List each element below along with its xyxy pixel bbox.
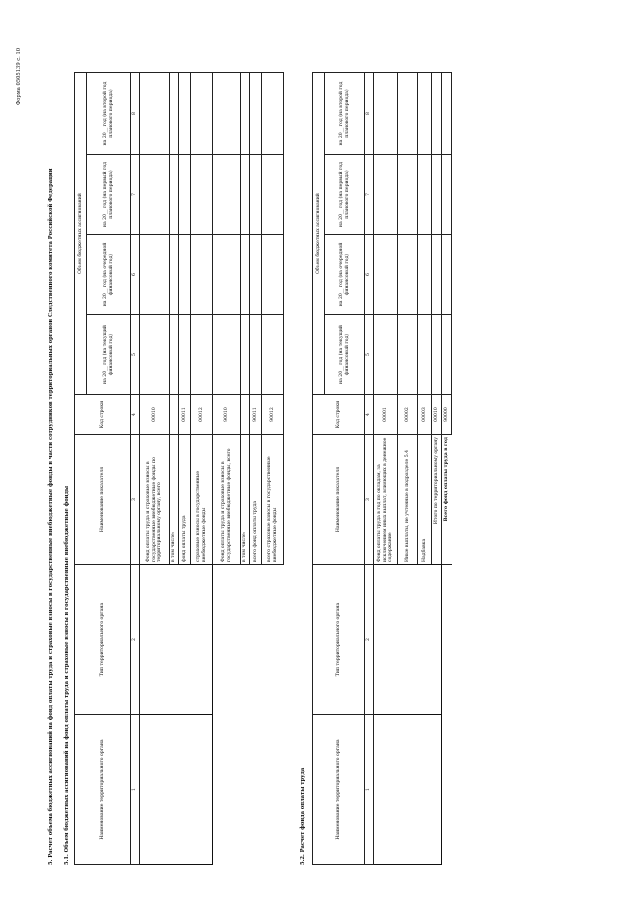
table-cell: [398, 235, 418, 315]
payroll-table: [312, 72, 452, 865]
budget-table: [74, 72, 284, 865]
header-year-current: на 20__ год (на текущий финансовый год): [87, 315, 131, 395]
table-cell: [140, 73, 170, 155]
col-number: 3: [365, 435, 374, 565]
indicator-label: всего фонд оплаты труда: [250, 435, 262, 565]
table-cell-input: [374, 715, 442, 865]
header-budget-allocations: Объем бюджетных ассигнований: [75, 73, 87, 395]
table-cell: [170, 73, 179, 155]
form-label: Форма 0505139 с. 10: [16, 47, 22, 105]
table-cell: [250, 155, 262, 235]
indicator-label: Надбавка: [418, 435, 432, 565]
col-number: 2: [365, 565, 374, 715]
section-5-1-title: 5.1. Объем бюджетных ассигнований на фонд оплаты труда и страховые взносы в государственные внебюджетные фонды: [64, 485, 70, 865]
row-code: 90010: [213, 395, 241, 435]
table-cell: [418, 315, 432, 395]
header-year-current: на 20__ год (на текущий финансовый год): [325, 315, 365, 395]
col-number: 4: [365, 395, 374, 435]
row-code: 00001: [374, 395, 398, 435]
col-number: 3: [131, 435, 140, 565]
table-cell-empty: [442, 565, 452, 865]
row-code: 00002: [398, 395, 418, 435]
table-cell: [170, 235, 179, 315]
table-cell: [140, 315, 170, 395]
table-cell: [262, 73, 284, 155]
indicator-label: Итого по территориальному органу: [432, 435, 442, 565]
row-code: [170, 395, 179, 435]
header-row-code: Код строки: [75, 395, 131, 435]
row-code: 00012: [191, 395, 213, 435]
indicator-label: Всего фонд оплаты труда в год: [442, 435, 452, 565]
table-cell: [418, 155, 432, 235]
table-cell: [179, 155, 191, 235]
indicator-label: в том числе:: [241, 435, 250, 565]
col-number: 4: [131, 395, 140, 435]
table-cell: [191, 315, 213, 395]
indicator-label: Фонд оплаты труда и страховые взносы в государственные внебюджетные фонды, всего: [213, 435, 241, 565]
table-cell: [179, 235, 191, 315]
table-cell: [250, 235, 262, 315]
indicator-label: фонд оплаты труда: [179, 435, 191, 565]
col-number: 5: [365, 315, 374, 395]
header-year-next: на 20__ год (на очередной финансовый год): [87, 235, 131, 315]
table-cell: [432, 155, 442, 235]
table-cell: [191, 235, 213, 315]
header-year-first-plan: на 20__ год (на первый год планового периода): [87, 155, 131, 235]
table-cell: [262, 155, 284, 235]
table-cell: [374, 73, 398, 155]
table-cell: [213, 235, 241, 315]
header-territorial-body-name: Наименование территориального органа: [313, 715, 365, 865]
table-cell: [241, 73, 250, 155]
indicator-label: в том числе:: [170, 435, 179, 565]
header-budget-allocations: Объем бюджетных ассигнований: [313, 73, 325, 395]
section-5-title: 5. Расчет объема бюджетных ассигнований на фонд оплаты труда и страховые взносы в государственные внебюджетные фонды в части сотрудников территориальных органов Следственного комитета Российской Федерации: [48, 168, 54, 865]
row-code: 00011: [179, 395, 191, 435]
table-cell: [418, 235, 432, 315]
table-cell: [140, 155, 170, 235]
table-cell: [432, 235, 442, 315]
table-cell: [170, 155, 179, 235]
table-cell: [140, 235, 170, 315]
table-cell: [179, 73, 191, 155]
table-cell: [442, 73, 452, 155]
header-year-second-plan: на 20__ год (на второй год планового периода): [325, 73, 365, 155]
col-number: 7: [131, 155, 140, 235]
header-year-next: на 20__ год (на очередной финансовый год): [325, 235, 365, 315]
table-cell: [241, 155, 250, 235]
table-cell: [262, 235, 284, 315]
table-cell: [432, 315, 442, 395]
table-cell: [250, 315, 262, 395]
header-territorial-body-name: Наименование территориального органа: [75, 715, 131, 865]
col-number: 5: [131, 315, 140, 395]
table-cell: [241, 235, 250, 315]
table-cell: [213, 155, 241, 235]
table-cell: [170, 315, 179, 395]
row-code: 90012: [262, 395, 284, 435]
header-indicator-name: Наименование показателя: [75, 435, 131, 565]
row-code: 90011: [250, 395, 262, 435]
header-territorial-body-type: Тип территориального органа: [313, 565, 365, 715]
table-cell: [374, 315, 398, 395]
table-cell: [191, 73, 213, 155]
row-code: [241, 395, 250, 435]
table-cell-input: [140, 715, 213, 865]
row-code: 00010: [140, 395, 170, 435]
header-year-first-plan: на 20__ год (на первый год планового периода): [325, 155, 365, 235]
table-cell-input: [140, 565, 213, 715]
row-code: 90000: [442, 395, 452, 435]
header-territorial-body-type: Тип территориального органа: [75, 565, 131, 715]
col-number: 8: [365, 73, 374, 155]
col-number: 2: [131, 565, 140, 715]
section-5-2-title: 5.2. Расчет фонда оплаты труда: [300, 767, 306, 865]
table-cell: [442, 235, 452, 315]
table-cell: [191, 155, 213, 235]
row-code: 00003: [418, 395, 432, 435]
table-cell: [398, 315, 418, 395]
table-cell: [179, 315, 191, 395]
indicator-label: страховые взносы в государственные внебюджетные фонды: [191, 435, 213, 565]
table-cell-empty: [213, 565, 284, 865]
col-number: 6: [131, 235, 140, 315]
indicator-label: всего страховые взносы в государственные внебюджетные фонды: [262, 435, 284, 565]
table-cell: [374, 155, 398, 235]
indicator-label: Фонд оплаты труда в год по окладам, за исключением иных выплат, влияющих в денежное содержание: [374, 435, 398, 565]
col-number: 6: [365, 235, 374, 315]
table-cell: [418, 73, 432, 155]
table-cell: [262, 315, 284, 395]
table-cell: [442, 155, 452, 235]
table-cell: [241, 315, 250, 395]
col-number: 7: [365, 155, 374, 235]
indicator-label: Иные выплаты, не учтенные в подразделе 5.4: [398, 435, 418, 565]
col-number: 1: [131, 715, 140, 865]
header-year-second-plan: на 20__ год (на второй год планового периода): [87, 73, 131, 155]
header-row-code: Код строки: [313, 395, 365, 435]
table-cell: [398, 155, 418, 235]
row-code: 00010: [432, 395, 442, 435]
col-number: 1: [365, 715, 374, 865]
col-number: 8: [131, 73, 140, 155]
table-cell: [213, 73, 241, 155]
table-cell: [374, 235, 398, 315]
table-cell: [250, 73, 262, 155]
table-cell: [398, 73, 418, 155]
table-cell: [213, 315, 241, 395]
table-cell: [442, 315, 452, 395]
table-cell-input: [374, 565, 442, 715]
header-indicator-name: Наименование показателя: [313, 435, 365, 565]
table-cell: [432, 73, 442, 155]
indicator-label: Фонд оплаты труда и страховые взносы в государственные внебюджетные фонды по территориальному органу, всего: [140, 435, 170, 565]
